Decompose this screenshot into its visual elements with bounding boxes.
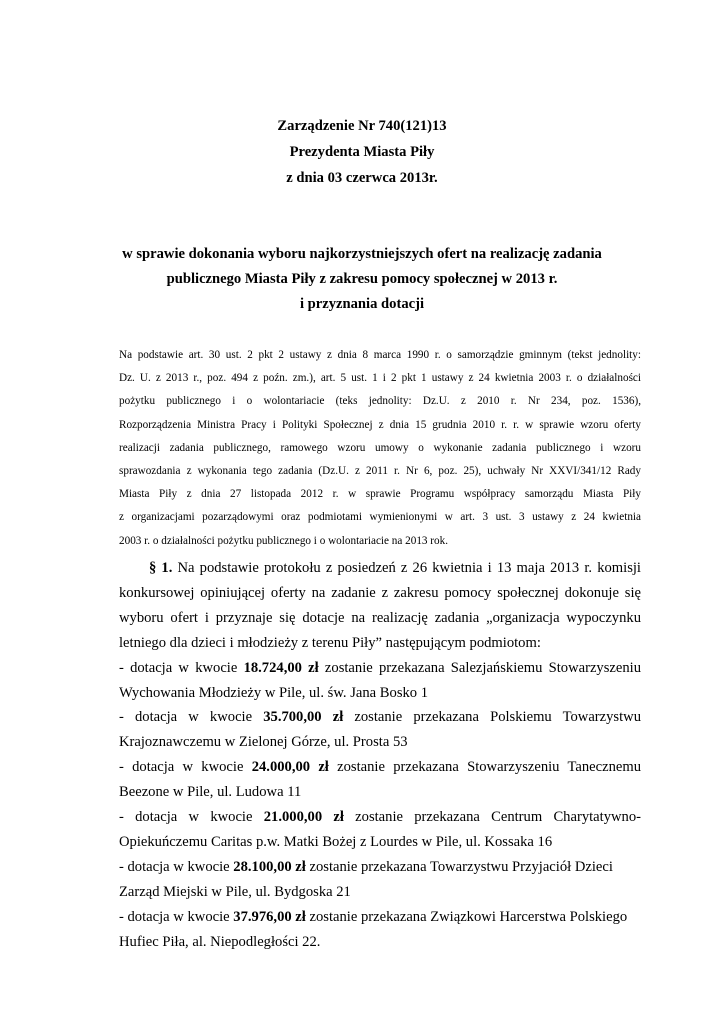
grant-line	[119, 656, 641, 681]
section-1-line: konkursowej opiniującej oferty na zadanie z zakresu pomocy społecznej dokonuje się	[119, 584, 641, 601]
grant-item	[119, 656, 641, 706]
grant-prefix: - dotacja w kwocie	[119, 858, 234, 875]
grant-address: Hufiec Piła, al. Niepodległości 22.	[119, 933, 321, 950]
grant-prefix: - dotacja w kwocie	[119, 809, 264, 826]
section-1-line: letniego dla dzieci i młodzieży z terenu Piły” następującym podmiotom:	[119, 634, 541, 651]
basis-line: 2003 r. o działalności pożytku publicznego i o wolontariacie na 2013 rok.	[119, 534, 449, 547]
grant-prefix: - dotacja w kwocie	[119, 709, 264, 726]
grant-address: Opiekuńczemu Caritas p.w. Matki Bożej z Lourdes w Pile, ul. Kossaka 16	[119, 833, 553, 850]
section-1-lead	[119, 556, 641, 581]
grant-prefix: - dotacja w kwocie	[119, 759, 252, 776]
basis-line: Na podstawie art. 30 ust. 2 pkt 2 ustawy z dnia 8 marca 1990 r. o samorządzie gminnym (tekst jednolity:	[119, 349, 641, 361]
grant-recipient: zostanie przekazana Towarzystwu Przyjaciół Dzieci	[305, 858, 613, 875]
grant-recipient: zostanie przekazana Polskiemu Towarzystwu	[343, 709, 641, 726]
grant-amount: 37.976,00 zł	[233, 908, 306, 925]
ordinance-issuer: Prezydenta Miasta Piły	[289, 144, 435, 160]
grant-line	[119, 705, 641, 730]
grant-amount: 21.000,00 zł	[263, 809, 344, 826]
grant-prefix: - dotacja w kwocie	[119, 659, 244, 676]
grant-item	[119, 705, 641, 755]
grant-recipient: zostanie przekazana Stowarzyszeniu Tanecznemu	[328, 759, 641, 776]
grant-line	[119, 905, 641, 930]
section-1	[119, 556, 641, 955]
basis-line: realizacji zadania publicznego, ramowego wzoru umowy o wykonanie zadania publicznego i wzoru	[119, 441, 641, 454]
basis-line: Rozporządzenia Ministra Pracy i Polityki Społecznej z dnia 15 grudnia 2010 r. r. w sprawie wzoru oferty	[119, 418, 641, 431]
subject-line-2: publicznego Miasta Piły z zakresu pomocy społecznej w 2013 r.	[166, 271, 558, 287]
grant-recipient: zostanie przekazana Centrum Charytatywno-	[343, 809, 641, 826]
subject-line-1: w sprawie dokonania wyboru najkorzystniejszych ofert na realizację zadania	[122, 246, 602, 262]
basis-line: Dz. U. z 2013 r., poz. 494 z poźn. zm.), art. 5 ust. 1 i 2 pkt 1 ustawy z 24 kwietnia 2003 r. o działalności	[119, 372, 641, 385]
subject-line-3: i przyznania dotacji	[299, 296, 425, 312]
section-1-line: wyboru ofert i przyznaje się dotacje na realizację zadania „organizacja wypoczynku	[119, 609, 641, 626]
grant-item	[119, 855, 641, 905]
grant-address: Beezone w Pile, ul. Ludowa 11	[119, 784, 302, 801]
ordinance-number: Zarządzenie Nr 740(121)13	[277, 118, 447, 134]
grant-item	[119, 905, 641, 955]
legal-basis-paragraph	[119, 344, 641, 553]
grant-amount: 24.000,00 zł	[251, 759, 329, 776]
grant-line	[119, 805, 641, 830]
grant-line	[119, 855, 641, 880]
ordinance-date: z dnia 03 czerwca 2013r.	[286, 170, 438, 186]
grant-address: Wychowania Młodzieży w Pile, ul. św. Jana Bosko 1	[119, 684, 429, 701]
section-1-text: Na podstawie protokołu z posiedzeń z 26 kwietnia i 13 maja 2013 r. komisji	[172, 560, 641, 576]
grant-address: Zarząd Miejski w Pile, ul. Bydgoska 21	[119, 883, 351, 900]
basis-line: pożytku publicznego i o wolontariacie (teks jednolity: Dz.U. z 2010 r. Nr 234, poz. 1536),	[119, 395, 641, 408]
grant-amount: 18.724,00 zł	[243, 659, 319, 676]
grant-prefix: - dotacja w kwocie	[119, 908, 234, 925]
grant-recipient: zostanie przekazana Związkowi Harcerstwa Polskiego	[305, 908, 628, 925]
basis-line: z organizacjami pozarządowymi oraz podmiotami wymienionymi w art. 3 ust. 3 ustawy z 24 kwietnia	[119, 511, 641, 524]
basis-line: sprawozdania z wykonania tego zadania (Dz.U. z 2011 r. Nr 6, poz. 25), uchwały Nr XXVI/341/12 Rady	[119, 465, 641, 478]
basis-line: Miasta Piły z dnia 27 listopada 2012 r. w sprawie Programu współpracy samorządu Miasta Piły	[119, 488, 641, 501]
grant-amount: 35.700,00 zł	[263, 709, 344, 726]
grant-item	[119, 755, 641, 805]
grant-amount: 28.100,00 zł	[233, 858, 306, 875]
grant-address: Krajoznawczemu w Zielonej Górze, ul. Prosta 53	[119, 734, 408, 751]
section-mark: § 1.	[149, 560, 173, 576]
grant-item	[119, 805, 641, 855]
grant-recipient: zostanie przekazana Salezjańskiemu Stowarzyszeniu	[318, 659, 642, 676]
grant-line	[119, 755, 641, 780]
